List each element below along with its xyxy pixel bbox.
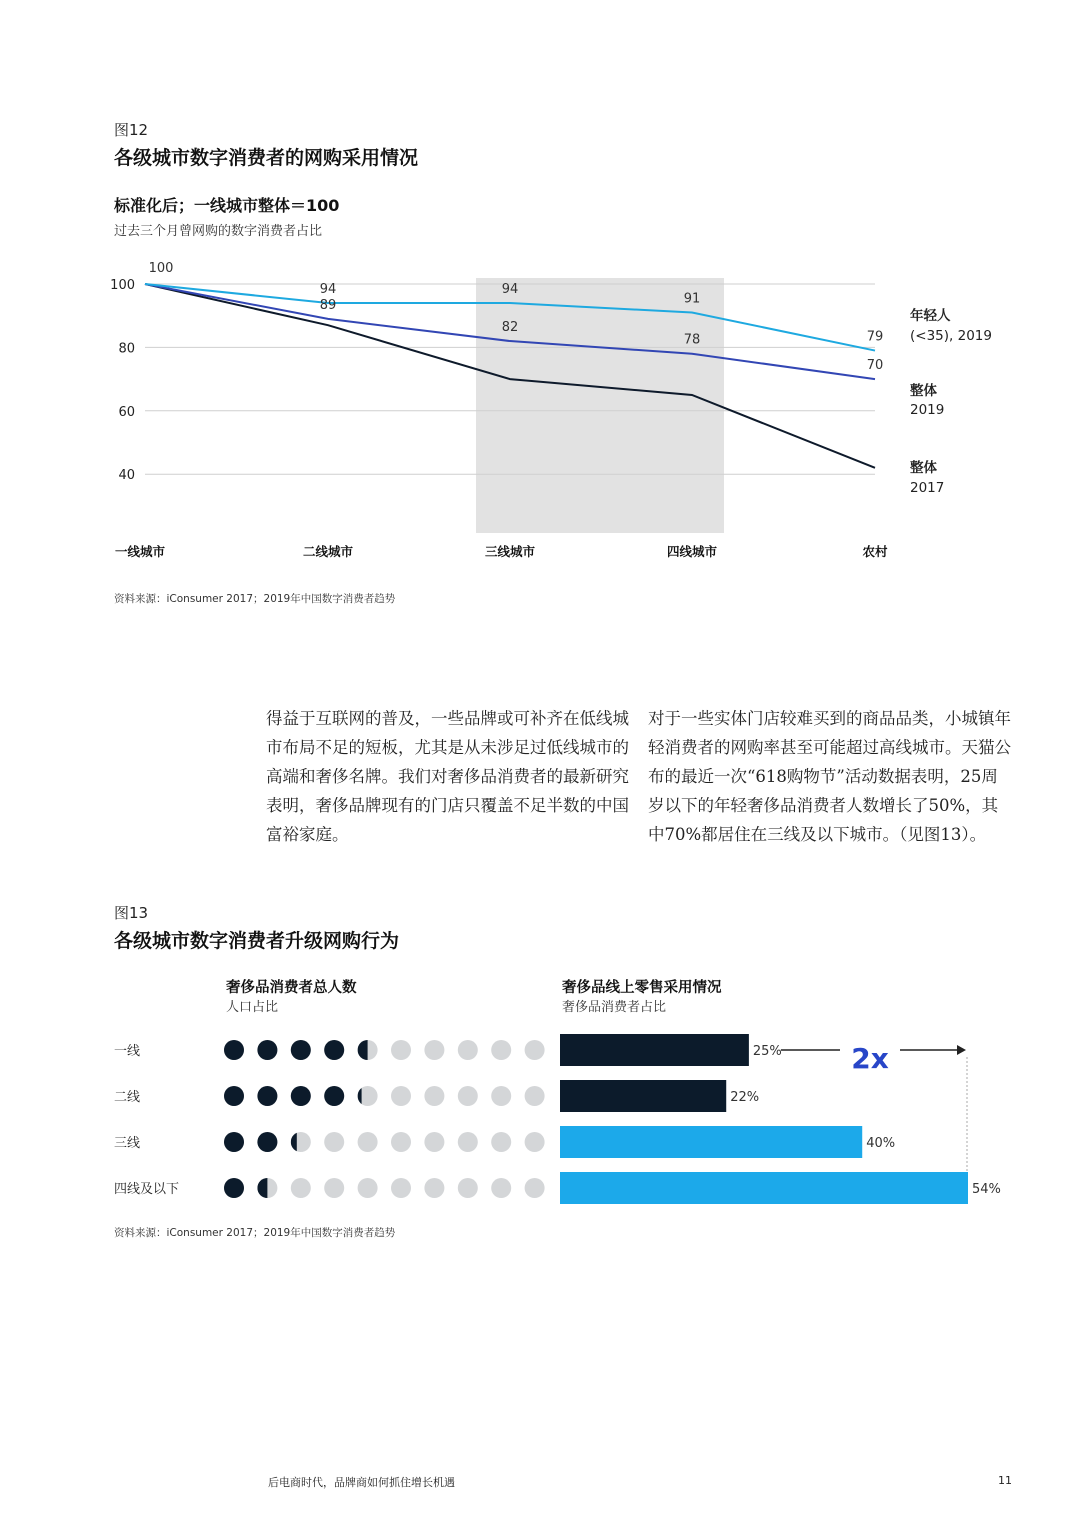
- figure-12-source: 资料来源：iConsumer 2017；2019年中国数字消费者趋势: [114, 593, 396, 605]
- population-dot: [424, 1132, 444, 1152]
- population-dot: [324, 1132, 344, 1152]
- data-label: 78: [683, 332, 701, 348]
- population-dot: [525, 1132, 545, 1152]
- data-label: 89: [319, 297, 337, 313]
- population-dot-filled: [224, 1132, 244, 1152]
- row-label: 四线及以下: [114, 1182, 180, 1197]
- line-chart: [0, 250, 1080, 575]
- bar-value-label: 22%: [730, 1090, 760, 1105]
- figure-13-title: 各级城市数字消费者升级网购行为: [114, 930, 400, 952]
- population-dot: [458, 1086, 478, 1106]
- x-category-label: 一线城市: [115, 544, 166, 559]
- population-dot-filled: [324, 1086, 344, 1106]
- population-dot-filled: [224, 1178, 244, 1198]
- population-dot-filled: [291, 1040, 311, 1060]
- series-label: 整体: [910, 383, 937, 399]
- y-tick-label: 80: [118, 341, 135, 357]
- row-label: 一线: [114, 1044, 141, 1059]
- population-dot-filled: [224, 1040, 244, 1060]
- series-label: (<35), 2019: [910, 328, 992, 344]
- population-dot-filled: [257, 1132, 277, 1152]
- page-number: 11: [998, 1474, 1012, 1487]
- population-dot: [525, 1178, 545, 1198]
- series-label: 2019: [910, 402, 945, 418]
- data-label: 91: [683, 291, 701, 307]
- bar-value-label: 40%: [866, 1136, 896, 1151]
- population-dot-filled: [291, 1086, 311, 1106]
- x-category-label: 三线城市: [484, 544, 536, 559]
- figure-12-title: 各级城市数字消费者的网购采用情况: [114, 147, 419, 169]
- dots-subheader: 人口占比: [226, 1000, 279, 1015]
- population-dot: [525, 1040, 545, 1060]
- population-dot: [358, 1178, 378, 1198]
- bars-subheader: 奢侈品消费者占比: [562, 1000, 667, 1015]
- population-dot: [391, 1040, 411, 1060]
- x-category-label: 四线城市: [666, 544, 718, 559]
- dot-and-bar-chart: [0, 1025, 1080, 1215]
- population-dot-filled: [224, 1086, 244, 1106]
- data-label: 94: [501, 282, 519, 298]
- population-dot-filled: [257, 1086, 277, 1106]
- population-dot: [491, 1040, 511, 1060]
- data-label: 94: [319, 282, 337, 298]
- footer-title: 后电商时代，品牌商如何抓住增长机遇: [268, 1476, 455, 1489]
- row-label: 三线: [114, 1136, 141, 1151]
- figure-13-source: 资料来源：iConsumer 2017；2019年中国数字消费者趋势: [114, 1227, 396, 1239]
- y-tick-label: 60: [118, 404, 135, 420]
- population-dot: [491, 1132, 511, 1152]
- population-dot: [458, 1040, 478, 1060]
- bars-header: 奢侈品线上零售采用情况: [562, 980, 722, 996]
- population-dot: [491, 1086, 511, 1106]
- population-dot: [391, 1132, 411, 1152]
- figure-12-subtitle: 过去三个月曾网购的数字消费者占比: [114, 224, 323, 239]
- dots-header: 奢侈品消费者总人数: [226, 980, 357, 996]
- data-label: 82: [501, 320, 519, 336]
- body-text-column-1: 得益于互联网的普及，一些品牌或可补齐在低线城市布局不足的短板，尤其是从未涉足过低线城市的高端和奢侈名牌。我们对奢侈品消费者的最新研究表明，奢侈品牌现有的门店只覆盖不足半数的中国富裕家庭。: [266, 709, 629, 844]
- population-dot-filled: [324, 1040, 344, 1060]
- population-dot: [424, 1040, 444, 1060]
- body-text-column-2: 对于一些实体门店较难买到的商品品类，小城镇年轻消费者的网购率甚至可能超过高线城市。天猫公布的最近一次“618购物节”活动数据表明，25周岁以下的年轻奢侈品消费者人数增长了50%，其中70%都居住在三线及以下城市。（见图13）。: [648, 709, 1011, 844]
- bar: [560, 1172, 968, 1204]
- population-dot: [291, 1178, 311, 1198]
- figure-12-label: 图12: [114, 121, 149, 139]
- multiplier-label: 2x: [851, 1042, 889, 1075]
- population-dot: [324, 1178, 344, 1198]
- series-label: 整体: [910, 460, 937, 476]
- figure-12-subtitle-bold: 标准化后；一线城市整体＝100: [114, 196, 340, 215]
- bar-value-label: 25%: [752, 1044, 782, 1059]
- data-label: 79: [866, 329, 884, 345]
- population-dot: [424, 1178, 444, 1198]
- bar-value-label: 54%: [972, 1182, 1001, 1197]
- population-dot: [391, 1178, 411, 1198]
- population-dot: [525, 1086, 545, 1106]
- series-label: 2017: [910, 480, 945, 496]
- population-dot: [358, 1132, 378, 1152]
- data-label: 70: [866, 358, 884, 374]
- y-tick-label: 100: [110, 278, 135, 293]
- bar: [560, 1034, 749, 1066]
- population-dot: [458, 1178, 478, 1198]
- figure-13-label: 图13: [114, 904, 149, 922]
- population-dot: [458, 1132, 478, 1152]
- population-dot: [424, 1086, 444, 1106]
- bar: [560, 1126, 862, 1158]
- population-dot-filled: [257, 1040, 277, 1060]
- bar: [560, 1080, 726, 1112]
- population-dot: [391, 1086, 411, 1106]
- y-tick-label: 40: [118, 468, 135, 484]
- arrow-head: [957, 1045, 966, 1055]
- highlight-band: [476, 278, 724, 533]
- data-label: 100: [148, 261, 174, 276]
- population-dot: [491, 1178, 511, 1198]
- x-category-label: 农村: [862, 544, 888, 559]
- series-label: 年轻人: [910, 308, 951, 324]
- x-category-label: 二线城市: [302, 544, 354, 559]
- row-label: 二线: [114, 1090, 141, 1105]
